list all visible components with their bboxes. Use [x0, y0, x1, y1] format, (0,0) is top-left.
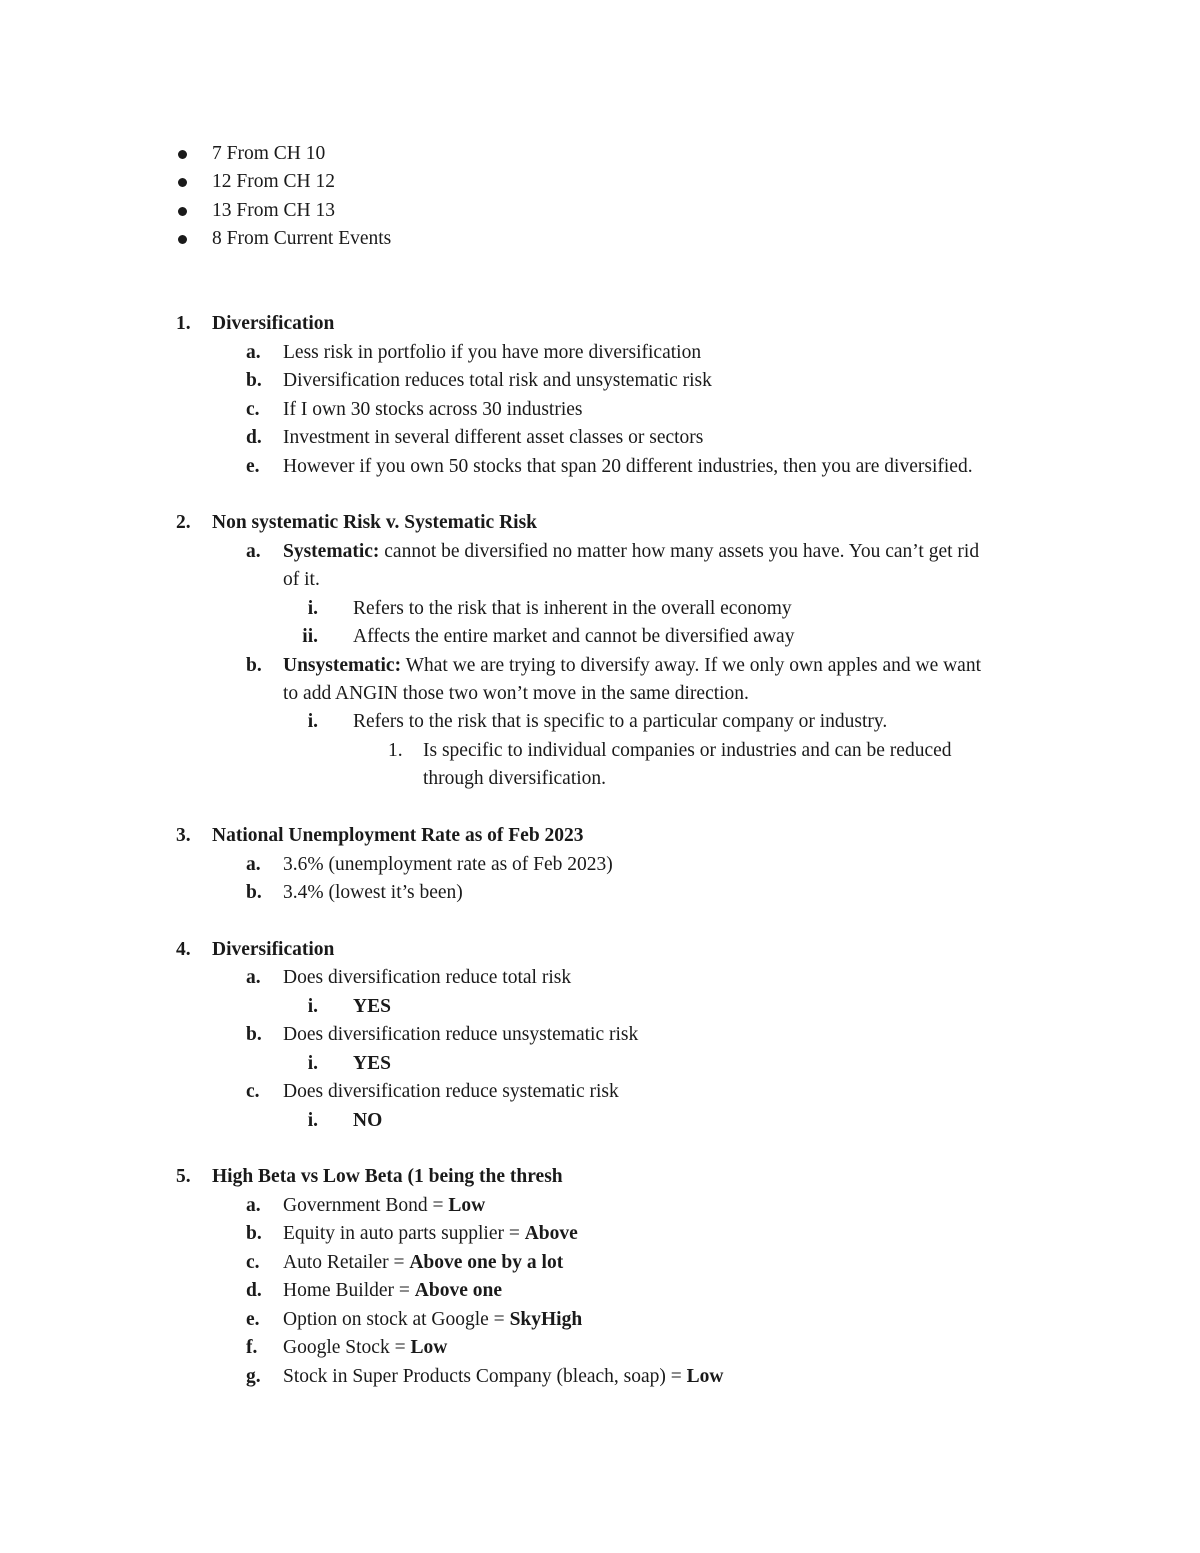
- list-item: 3.6% (unemployment rate as of Feb 2023): [283, 854, 613, 875]
- beta-value: Low: [686, 1366, 724, 1387]
- answer: YES: [353, 1053, 391, 1074]
- beta-value: Above one: [414, 1280, 502, 1301]
- list-item-systematic: [283, 538, 979, 566]
- list-item: [283, 1334, 447, 1362]
- item-marker: d.: [246, 427, 262, 448]
- list-item: Does diversification reduce systematic risk: [283, 1081, 619, 1102]
- list-item: Affects the entire market and cannot be diversified away: [353, 626, 795, 647]
- beta-value: Above one by a lot: [409, 1252, 564, 1273]
- item-marker: i.: [307, 996, 318, 1017]
- list-item-continuation: of it.: [283, 569, 320, 590]
- bullet-dot: [178, 207, 187, 216]
- item-marker: i.: [307, 598, 318, 619]
- bullet-dot: [178, 178, 187, 187]
- item-marker: i.: [307, 1053, 318, 1074]
- item-marker: b.: [246, 370, 262, 391]
- item-marker: a.: [246, 967, 261, 988]
- item-text: Home Builder =: [283, 1280, 415, 1301]
- item-text: Auto Retailer =: [283, 1252, 410, 1273]
- list-item: Is specific to individual companies or industries and can be reduced: [423, 740, 952, 761]
- term-text: cannot be diversified no matter how many assets you have. You can’t get rid: [379, 541, 980, 562]
- term-label: Unsystematic:: [283, 655, 402, 676]
- beta-value: SkyHigh: [509, 1309, 583, 1330]
- bullet-item: 7 From CH 10: [212, 143, 326, 164]
- item-marker: e.: [246, 1309, 260, 1330]
- answer: NO: [353, 1110, 383, 1131]
- section-title: National Unemployment Rate as of Feb 2023: [212, 825, 584, 846]
- list-item: Refers to the risk that is specific to a particular company or industry.: [353, 711, 888, 732]
- list-item: If I own 30 stocks across 30 industries: [283, 399, 583, 420]
- item-marker: b.: [246, 1223, 262, 1244]
- item-marker: g.: [246, 1366, 261, 1387]
- bullet-item: 8 From Current Events: [212, 228, 392, 249]
- list-item: [283, 1277, 502, 1305]
- list-item: Does diversification reduce unsystematic risk: [283, 1024, 639, 1045]
- list-item: Less risk in portfolio if you have more diversification: [283, 342, 702, 363]
- item-marker: b.: [246, 655, 262, 676]
- section-title: Diversification: [212, 313, 335, 334]
- list-item-unsystematic: [283, 652, 981, 680]
- list-item: [283, 1249, 563, 1277]
- list-item: [283, 1192, 485, 1220]
- item-text: Stock in Super Products Company (bleach, soap) =: [283, 1366, 687, 1387]
- term-text: What we are trying to diversify away. If we only own apples and we want: [401, 655, 982, 676]
- term-label: Systematic:: [283, 541, 380, 562]
- list-item: [283, 1306, 582, 1334]
- item-text: Government Bond =: [283, 1195, 449, 1216]
- item-marker: d.: [246, 1280, 262, 1301]
- item-marker: i.: [307, 1110, 318, 1131]
- section-number: 1.: [176, 313, 191, 334]
- item-marker: b.: [246, 882, 262, 903]
- list-item: Does diversification reduce total risk: [283, 967, 572, 988]
- section-number: 2.: [176, 512, 191, 533]
- section-title: Diversification: [212, 939, 335, 960]
- beta-value: Low: [448, 1195, 486, 1216]
- item-marker: a.: [246, 1195, 261, 1216]
- item-marker: 1.: [388, 740, 403, 761]
- item-marker: a.: [246, 854, 261, 875]
- section-number: 3.: [176, 825, 191, 846]
- list-item-continuation: through diversification.: [423, 768, 607, 789]
- item-marker: f.: [246, 1337, 258, 1358]
- item-marker: c.: [246, 399, 260, 420]
- list-item: Diversification reduces total risk and unsystematic risk: [283, 370, 712, 391]
- list-item: However if you own 50 stocks that span 20 different industries, then you are diversified.: [283, 456, 973, 477]
- bullet-item: 13 From CH 13: [212, 200, 335, 221]
- list-item-continuation: to add ANGIN those two won’t move in the same direction.: [283, 683, 749, 704]
- answer: YES: [353, 996, 391, 1017]
- beta-value: Above: [524, 1223, 578, 1244]
- item-marker: e.: [246, 456, 260, 477]
- item-marker: a.: [246, 342, 261, 363]
- list-item: 3.4% (lowest it’s been): [283, 882, 463, 903]
- list-item: [283, 1220, 578, 1248]
- item-text: Google Stock =: [283, 1337, 411, 1358]
- item-marker: c.: [246, 1252, 260, 1273]
- item-marker: i.: [307, 711, 318, 732]
- item-marker: c.: [246, 1081, 260, 1102]
- bullet-item: 12 From CH 12: [212, 171, 335, 192]
- item-marker: a.: [246, 541, 261, 562]
- section-title: High Beta vs Low Beta (1 being the thresh: [212, 1166, 563, 1187]
- beta-value: Low: [410, 1337, 448, 1358]
- section-title: Non systematic Risk v. Systematic Risk: [212, 512, 537, 533]
- item-text: Option on stock at Google =: [283, 1309, 510, 1330]
- list-item: [283, 1363, 724, 1391]
- bullet-dot: [178, 235, 187, 244]
- item-marker: b.: [246, 1024, 262, 1045]
- list-item: Refers to the risk that is inherent in the overall economy: [353, 598, 792, 619]
- list-item: Investment in several different asset classes or sectors: [283, 427, 704, 448]
- section-number: 4.: [176, 939, 191, 960]
- item-marker: ii.: [302, 626, 318, 647]
- item-text: Equity in auto parts supplier =: [283, 1223, 525, 1244]
- section-number: 5.: [176, 1166, 191, 1187]
- bullet-dot: [178, 150, 187, 159]
